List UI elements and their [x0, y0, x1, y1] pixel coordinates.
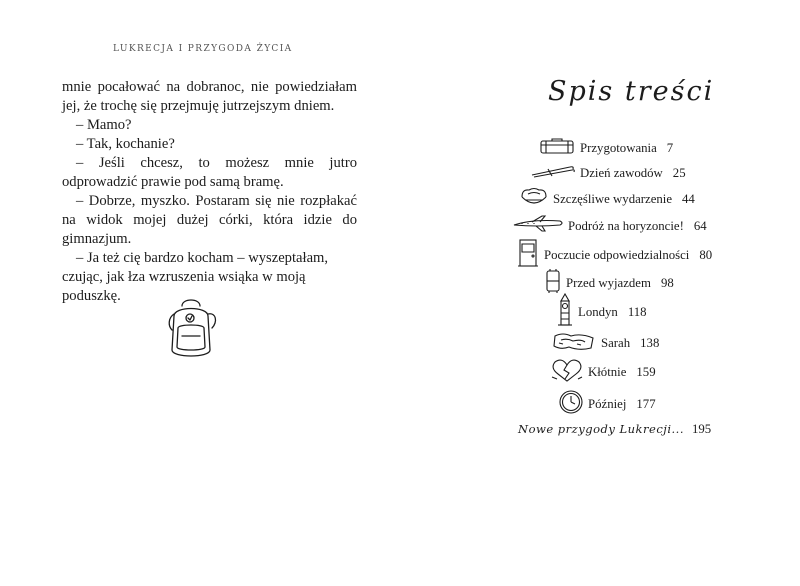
skis-icon [530, 163, 576, 183]
suitcase-icon [538, 136, 576, 160]
toc-entry-page: 118 [627, 304, 647, 319]
paragraph: – Ja też cię bardzo kocham – wyszeptałam, czując, jak łza wzruszenia wsiąka w moją poduszkę. [62, 250, 329, 304]
toc-entry-final[interactable] [518, 422, 711, 437]
toc-entry-title: Poczucie odpowiedzialności [544, 247, 690, 262]
toc-entry-title: Podróż na horyzoncie! [568, 218, 684, 233]
body-text [62, 78, 357, 306]
toc-entry[interactable] [551, 331, 659, 355]
toc-entry-title: Londyn [578, 304, 618, 319]
toc-entry[interactable] [556, 295, 647, 329]
toc-entry-page: 195 [691, 422, 712, 436]
backpack-icon [160, 292, 222, 362]
toc-entry-title: Nowe przygody Lukrecji... [518, 422, 684, 436]
toc-entry-title: Później [588, 396, 627, 411]
paragraph: – Mamo? [76, 117, 132, 133]
toc-title: Spis treści [548, 76, 715, 107]
paragraph: – Jeśli chcesz, to możesz mnie jutro odprowadzić prawie pod samą bramę. [62, 155, 357, 190]
toc-entry-page: 159 [636, 364, 656, 379]
door-icon [516, 238, 540, 272]
clock-icon [558, 389, 584, 419]
toc-entry[interactable] [519, 186, 695, 212]
big-ben-icon [556, 293, 574, 331]
toc-entry-page: 177 [636, 396, 656, 411]
toc-entry[interactable] [558, 390, 656, 418]
paragraph: – Dobrze, myszko. Postaram się nie rozpłakać na widok mojej dużej córki, która idzie do gimnazjum. [62, 193, 357, 247]
rug-icon [551, 330, 597, 356]
plane-icon [512, 215, 564, 237]
toc-entry-title: Kłótnie [588, 364, 627, 379]
toc-entry-page: 25 [672, 165, 686, 180]
toc-entry[interactable] [516, 240, 712, 270]
toc-entry-title: Szczęśliwe wydarzenie [553, 191, 673, 206]
toc-entry[interactable] [538, 137, 673, 159]
toc-entry-title: Dzień zawodów [580, 165, 663, 180]
toc-entry[interactable] [530, 163, 686, 183]
toc-entry-title: Sarah [601, 335, 631, 350]
toc-entry-page: 98 [660, 275, 674, 290]
running-head: LUKRECJA I PRZYGODA ŻYCIA [113, 44, 293, 54]
paragraph: mnie pocałować na dobranoc, nie powiedziałam jej, że trochę się przejmuję jutrzejszym dniem. [62, 79, 357, 114]
toc-entry-title: Przygotowania [580, 140, 657, 155]
toc-entry-title: Przed wyjazdem [566, 275, 651, 290]
toc-entry[interactable] [512, 215, 707, 237]
toc-entry-page: 44 [682, 191, 695, 206]
toc-entry-page: 7 [666, 140, 674, 155]
toc-entry-page: 80 [699, 247, 713, 262]
toc-entry[interactable] [550, 358, 656, 386]
broken-heart-icon [550, 357, 584, 387]
toc-entry-page: 64 [693, 218, 707, 233]
toc-entry-page: 138 [640, 335, 660, 350]
cat-basket-icon [519, 185, 549, 213]
paragraph: – Tak, kochanie? [76, 136, 175, 152]
